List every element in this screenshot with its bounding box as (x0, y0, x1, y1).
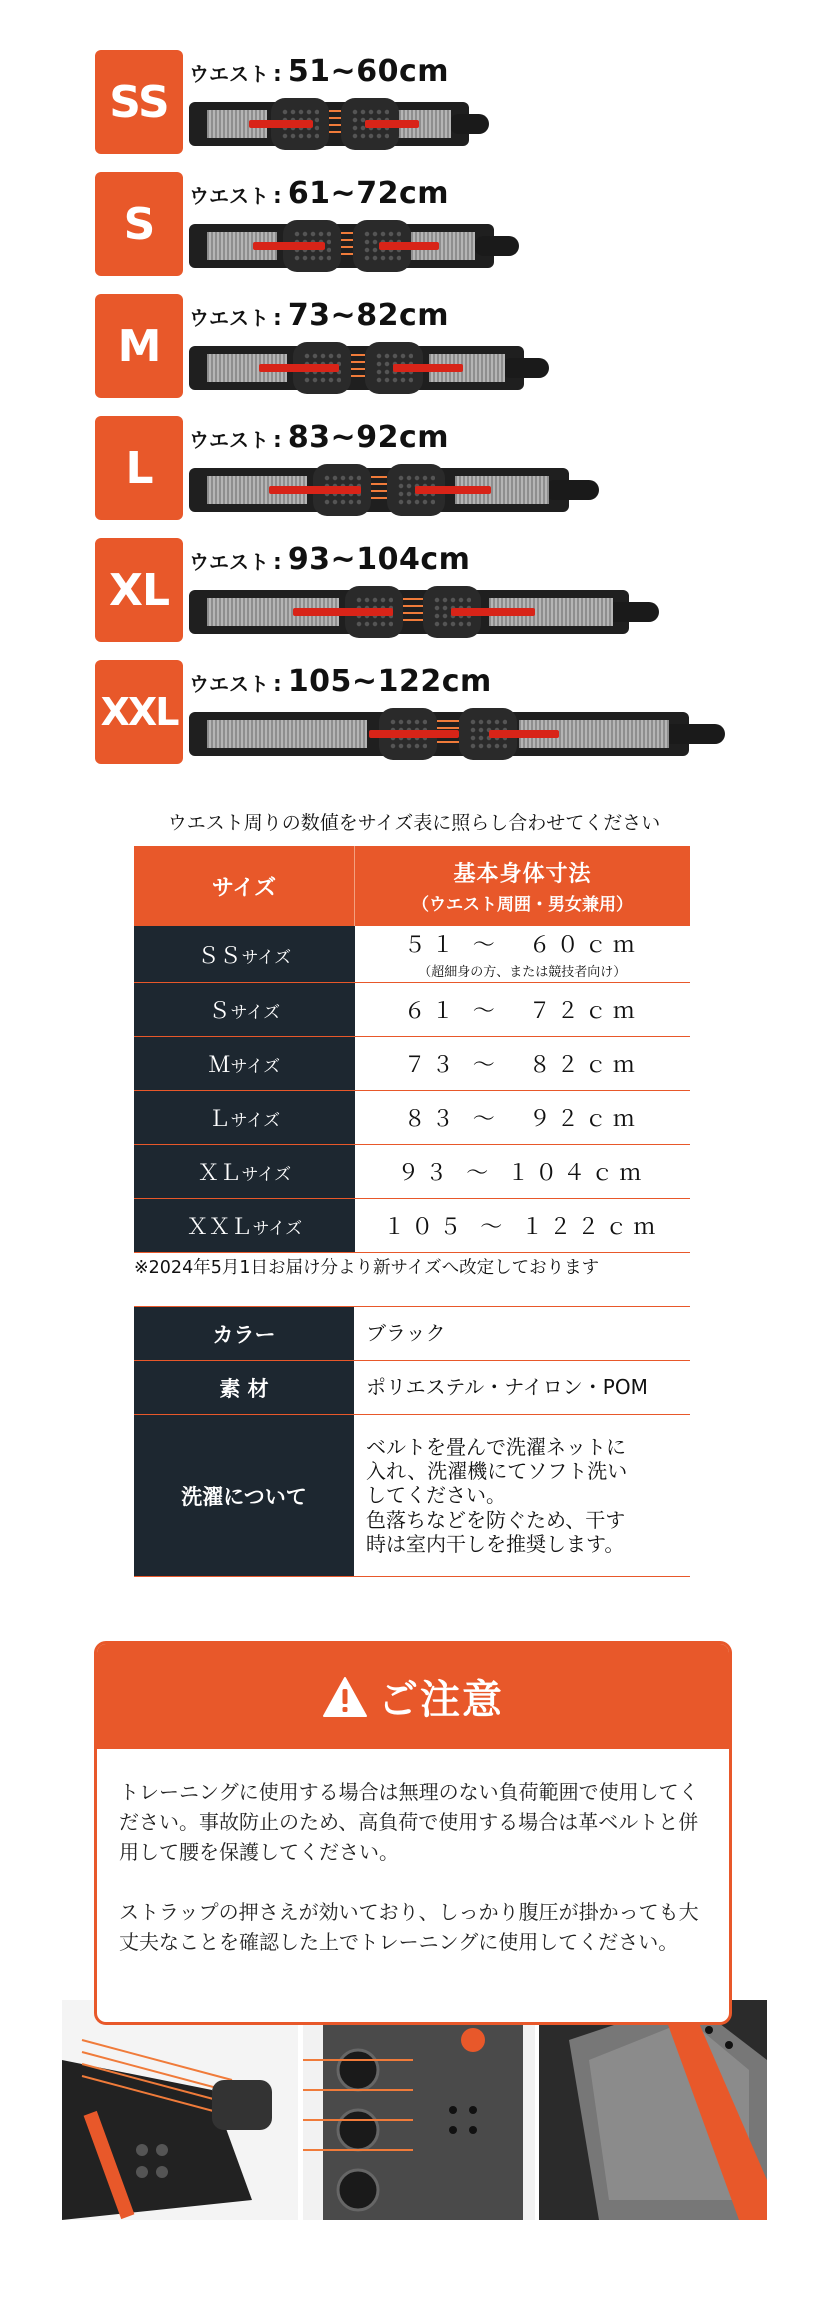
size-row-m (95, 294, 775, 398)
size-badge: S (95, 172, 183, 276)
table-row (134, 1091, 690, 1145)
belt-image (189, 342, 549, 394)
revision-note: ※2024年5月1日お届け分より新サイズへ改定しております (134, 1258, 600, 1278)
size-cell: Ｓサイズ (134, 983, 355, 1037)
waist-value: 51~60cm (287, 54, 449, 89)
belt-image (189, 98, 489, 150)
waist-value: 93~104cm (287, 542, 471, 577)
size-cell: ＸＸＬサイズ (134, 1199, 355, 1253)
spec-label: 素 材 (134, 1361, 354, 1415)
spec-label: 洗濯について (134, 1415, 354, 1577)
table-row (134, 1361, 690, 1415)
range-cell: ７３ ～ ８２ｃｍ (355, 1037, 691, 1091)
size-table (134, 846, 690, 1253)
range-cell: ９３ ～ １０４ｃｍ (355, 1145, 691, 1199)
table-row (134, 1037, 690, 1091)
warning-icon (322, 1676, 368, 1718)
range-cell: １０５ ～ １２２ｃｍ (355, 1199, 691, 1253)
waist-range: ウエスト : 73~82cm (189, 298, 449, 333)
size-cell: Ｍサイズ (134, 1037, 355, 1091)
waist-label: ウエスト (189, 428, 269, 452)
size-row-l (95, 416, 775, 520)
measurement-header (355, 846, 691, 926)
size-badge: XL (95, 538, 183, 642)
spec-value: ベルトを畳んで洗濯ネットに 入れ、洗濯機にてソフト洗い してください。 色落ちなどを防ぐため、干す 時は室内干しを推奨します。 (354, 1415, 690, 1577)
table-row (134, 1145, 690, 1199)
belt-image (189, 708, 725, 760)
range-cell: ６１ ～ ７２ｃｍ (355, 983, 691, 1037)
size-table-note: ウエスト周りの数値をサイズ表に照らし合わせてください (167, 812, 661, 834)
waist-range: ウエスト : 83~92cm (189, 420, 449, 455)
size-cell: Ｌサイズ (134, 1091, 355, 1145)
table-row (134, 1415, 690, 1577)
waist-range: ウエスト : 105~122cm (189, 664, 492, 699)
caution-box (94, 1641, 732, 2025)
measurement-header-subtitle: （ウエスト周囲・男女兼用） (412, 895, 633, 915)
spec-value: ブラック (354, 1307, 690, 1361)
table-row (134, 983, 690, 1037)
product-photo-buckle (62, 2000, 298, 2220)
range-cell: ５１ ～ ６０ｃｍ （超細身の方、または競技者向け） (355, 926, 691, 983)
table-row (134, 926, 690, 983)
size-cell: ＸＬサイズ (134, 1145, 355, 1199)
caution-title: ご注意 (378, 1677, 504, 1723)
product-photo-dials (303, 2000, 535, 2220)
size-badge: M (95, 294, 183, 398)
size-badge: XXL (95, 660, 183, 764)
spec-table (134, 1306, 690, 1577)
waist-value: 61~72cm (287, 176, 449, 211)
caution-header (97, 1644, 729, 1749)
product-photo-mesh (539, 2000, 767, 2220)
size-badge: SS (95, 50, 183, 154)
size-row-xl (95, 538, 775, 642)
belt-image (189, 464, 599, 516)
waist-label: ウエスト (189, 550, 269, 574)
spec-label: カラー (134, 1307, 354, 1361)
waist-range: ウエスト : 93~104cm (189, 542, 471, 577)
waist-value: 105~122cm (287, 664, 492, 699)
table-row (134, 1307, 690, 1361)
waist-value: 83~92cm (287, 420, 449, 455)
caution-paragraph: トレーニングに使用する場合は無理のない負荷範囲で使用してください。事故防止のため、高負荷で使用する場合は革ベルトと併用して腰を保護してください。 (119, 1780, 699, 1864)
waist-label: ウエスト (189, 184, 269, 208)
size-badge: L (95, 416, 183, 520)
belt-image (189, 220, 519, 272)
measurement-header-title: 基本身体寸法 (453, 862, 592, 887)
size-row-s (95, 172, 775, 276)
waist-label: ウエスト (189, 672, 269, 696)
caution-paragraph: ストラップの押さえが効いており、しっかり腹圧が掛かっても大丈夫なことを確認した上でトレーニングに使用してください。 (119, 1900, 699, 1954)
size-header: サイズ (134, 846, 355, 926)
caution-body (97, 1749, 729, 1957)
size-row-ss (95, 50, 775, 154)
size-cell: ＳＳサイズ (134, 926, 355, 983)
range-cell: ８３ ～ ９２ｃｍ (355, 1091, 691, 1145)
spec-value: ポリエステル・ナイロン・POM (354, 1361, 690, 1415)
belt-image (189, 586, 659, 638)
waist-range: ウエスト : 51~60cm (189, 54, 449, 89)
waist-label: ウエスト (189, 306, 269, 330)
waist-value: 73~82cm (287, 298, 449, 333)
table-row (134, 1199, 690, 1253)
size-row-xxl (95, 660, 775, 764)
waist-label: ウエスト (189, 62, 269, 86)
waist-range: ウエスト : 61~72cm (189, 176, 449, 211)
